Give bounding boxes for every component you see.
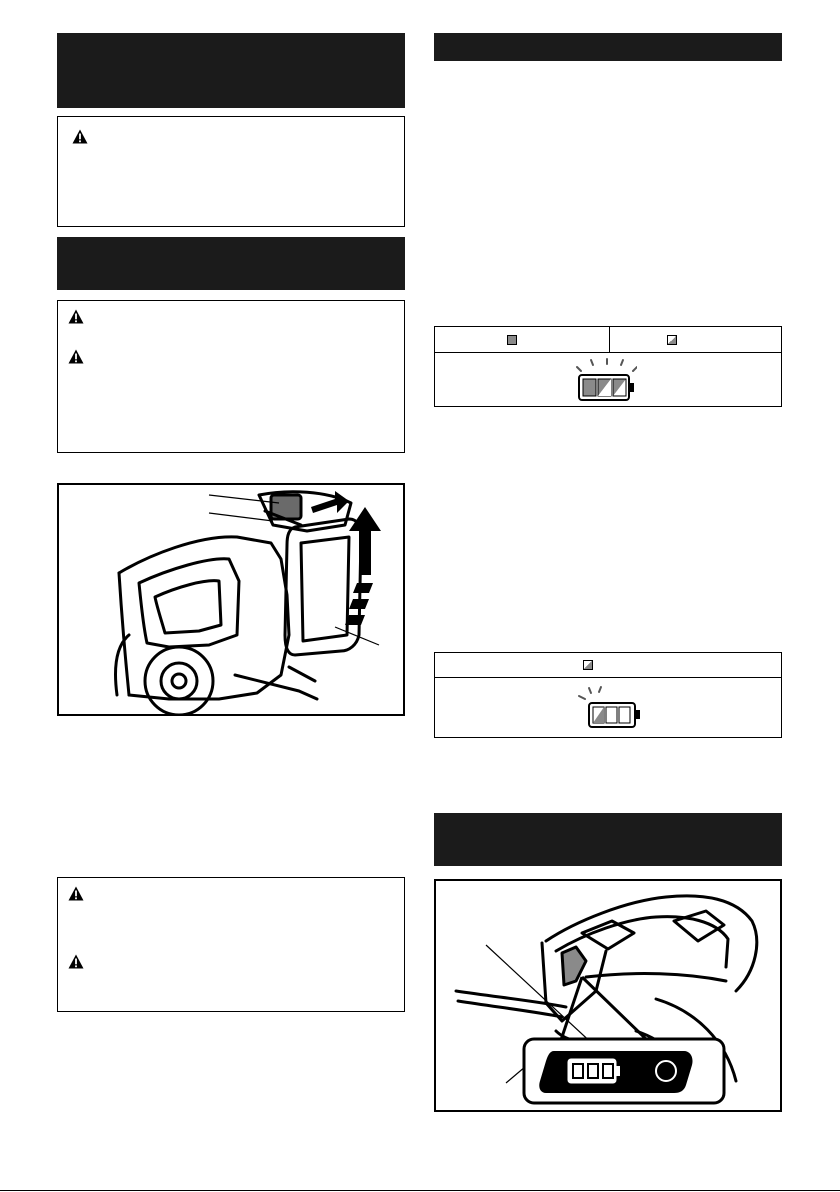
legend-column-divider bbox=[609, 327, 610, 352]
blinking-indicator-icon bbox=[583, 660, 593, 670]
battery-indicator-icon bbox=[573, 357, 637, 403]
blinking-indicator-icon bbox=[667, 335, 677, 345]
warning-triangle-icon bbox=[68, 954, 84, 969]
warning-box-1 bbox=[57, 116, 405, 227]
legend-header-row bbox=[435, 327, 781, 353]
battery-indicator-icon bbox=[571, 685, 643, 731]
page-bottom-rule bbox=[0, 1190, 840, 1191]
section-header-bar-1 bbox=[57, 33, 405, 108]
warning-triangle-icon bbox=[68, 349, 84, 364]
tool-indicator-illustration bbox=[436, 881, 780, 1110]
battery-removal-illustration bbox=[59, 485, 403, 714]
section-header-bar-3 bbox=[434, 33, 782, 61]
warning-box-2 bbox=[57, 300, 405, 453]
legend-header-row bbox=[435, 653, 781, 678]
indicator-legend-table-1 bbox=[434, 326, 782, 407]
battery-removal-figure bbox=[57, 483, 405, 716]
warning-triangle-icon bbox=[72, 129, 88, 144]
indicator-legend-table-2 bbox=[434, 652, 782, 738]
section-header-bar-4 bbox=[434, 813, 782, 866]
warning-triangle-icon bbox=[68, 886, 84, 901]
section-header-bar-2 bbox=[57, 237, 405, 290]
lit-indicator-icon bbox=[507, 335, 517, 345]
warning-triangle-icon bbox=[68, 309, 84, 324]
warning-box-3 bbox=[57, 877, 405, 1012]
tool-indicator-figure bbox=[434, 879, 782, 1112]
